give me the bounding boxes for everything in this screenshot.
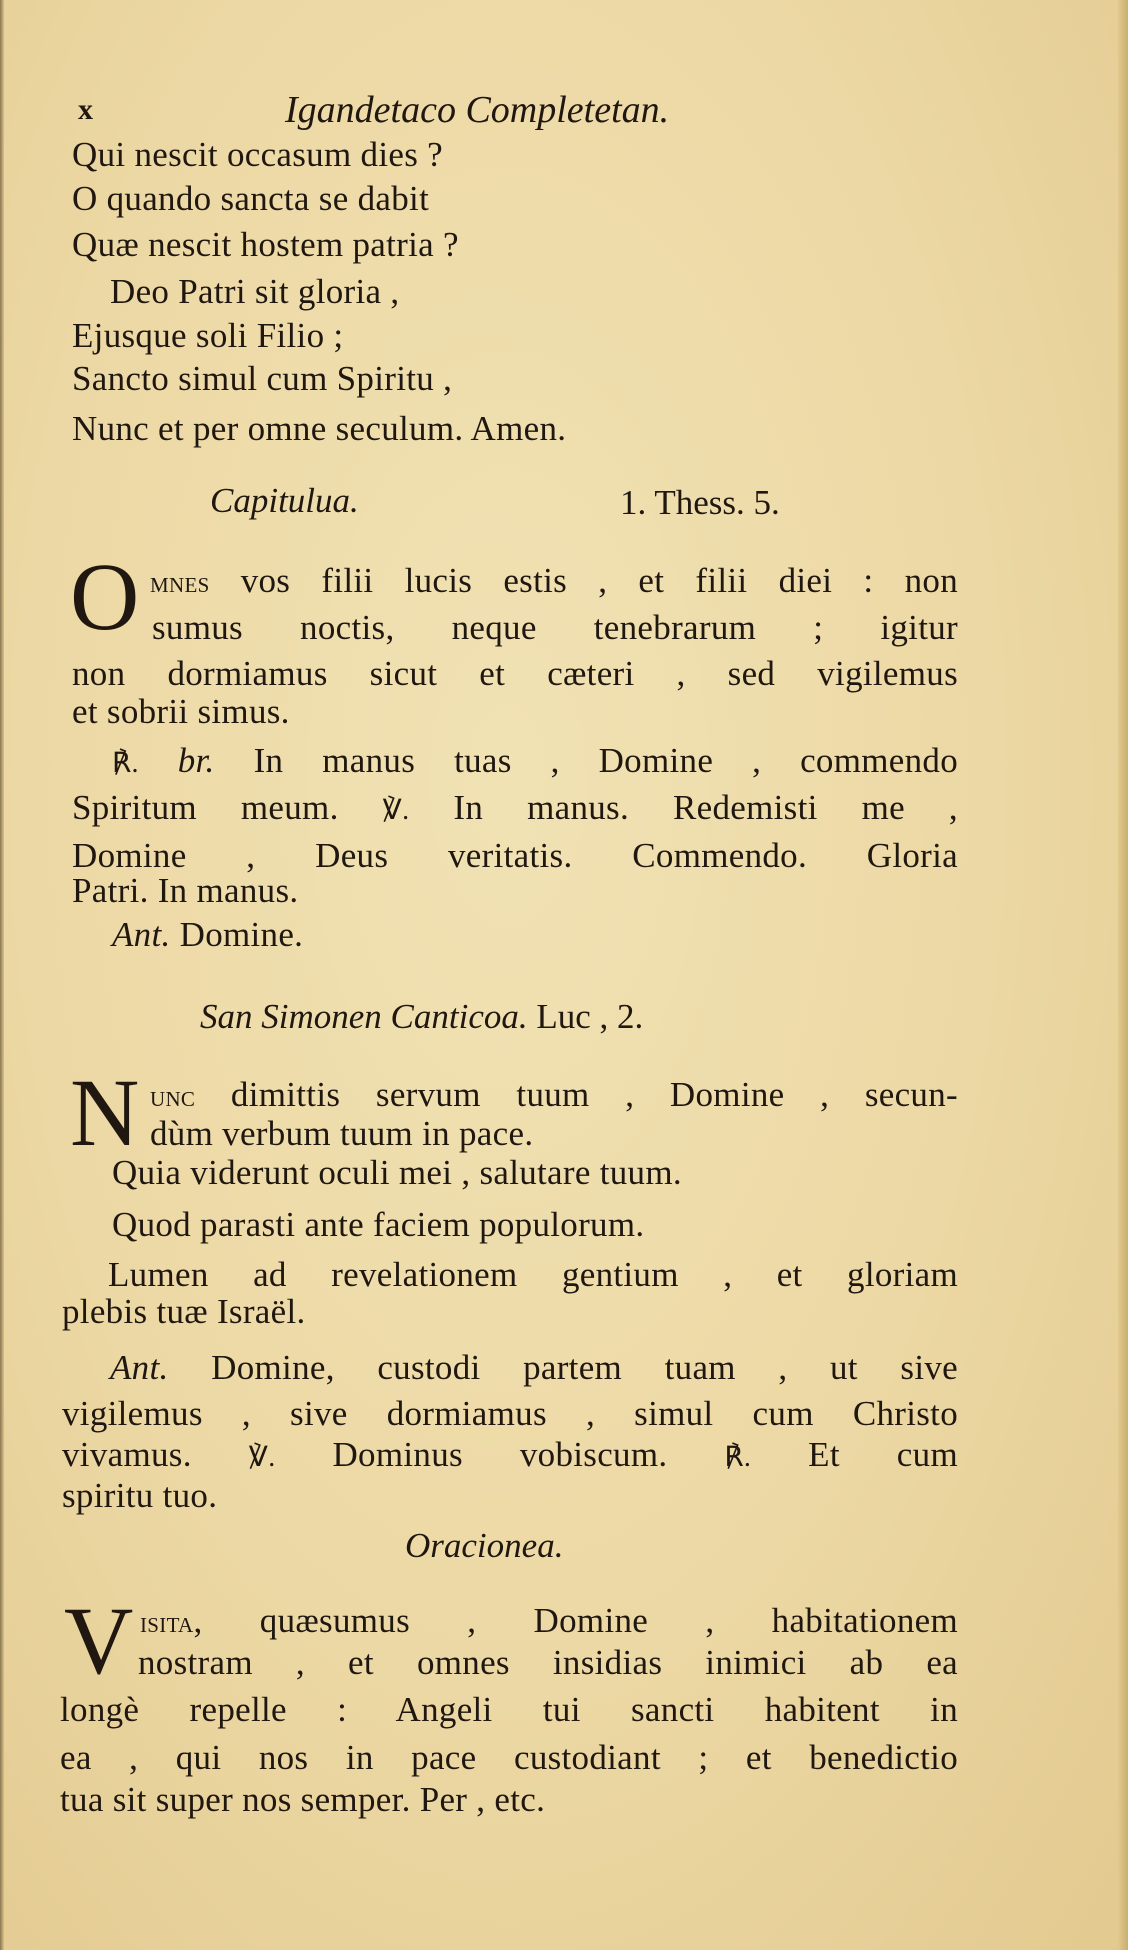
text-line: plebis tuæ Israël. — [62, 1292, 306, 1331]
capitulum-reference: 1. Thess. 5. — [620, 483, 780, 522]
text-line — [110, 1346, 958, 1390]
hymn-line: Qui nescit occasum dies ? — [72, 135, 444, 174]
ant-label: Ant. — [110, 1348, 169, 1387]
response-symbol: ℟. — [724, 1442, 752, 1473]
text-line: Quod parasti ante faciem populorum. — [112, 1205, 645, 1244]
text-line: spiritu tuo. — [62, 1476, 218, 1515]
running-title: Igandetaco Completetan. — [285, 89, 670, 131]
line-text: , quæsumus , Domine , habitationem — [193, 1601, 958, 1640]
smallcaps-start: unc — [150, 1080, 196, 1113]
text-line — [112, 739, 958, 786]
text-line — [62, 1433, 958, 1480]
drop-cap: V — [64, 1587, 134, 1694]
canticle-title: San Simonen Canticoa. — [200, 997, 528, 1036]
text-line: ea , qui nos in pace custodiant ; et benedictio — [60, 1738, 958, 1777]
drop-cap: O — [70, 543, 140, 650]
hymn-line: Nunc et per omne seculum. Amen. — [72, 409, 567, 448]
smallcaps-start: mnes — [150, 566, 210, 599]
capitulum-title: Capitulua. — [210, 481, 359, 520]
versicle-symbol: ℣. — [248, 1442, 276, 1473]
versicle-symbol: ℣. — [382, 795, 410, 826]
line-text: Spiritum meum. — [72, 788, 339, 827]
hymn-line: Quæ nescit hostem patria ? — [72, 225, 459, 264]
line-text: Et cum — [808, 1435, 958, 1474]
line-text: Domine. — [179, 915, 304, 954]
page-edge-right — [1118, 0, 1128, 1950]
text-line: longè repelle : Angeli tui sancti habitent in — [60, 1690, 958, 1729]
line-text: vivamus. — [62, 1435, 192, 1474]
line-text: In manus tuas , Domine , commendo — [253, 741, 959, 780]
line-text: vos filii lucis estis , et filii diei : non — [240, 561, 958, 600]
line-text: In manus. Redemisti me , — [453, 788, 958, 827]
smallcaps-start: isita — [140, 1606, 194, 1639]
text-line: Lumen ad revelationem gentium , et gloriam — [108, 1255, 958, 1294]
text-line — [72, 786, 958, 833]
text-line: sumus noctis, neque tenebrarum ; igitur — [152, 608, 958, 647]
canticle-heading — [200, 995, 643, 1039]
antiphon — [112, 913, 958, 957]
drop-cap: N — [70, 1059, 140, 1166]
text-line — [140, 1599, 958, 1645]
text-line: Domine , Deus veritatis. Commendo. Gloria — [72, 836, 958, 875]
text-line: et sobrii simus. — [72, 692, 290, 731]
text-line — [150, 559, 958, 605]
text-line: nostram , et omnes insidias inimici ab ea — [138, 1643, 958, 1682]
text-line: Patri. In manus. — [72, 871, 299, 910]
hymn-line: Deo Patri sit gloria , — [110, 272, 400, 311]
ant-label: Ant. — [112, 915, 171, 954]
text-line: tua sit super nos semper. Per , etc. — [60, 1780, 546, 1819]
prayer-title: Oracionea. — [405, 1526, 564, 1565]
line-text: Dominus vobiscum. — [332, 1435, 668, 1474]
hymn-line: O quando sancta se dabit — [72, 179, 430, 218]
page-edge-left — [0, 0, 4, 1950]
canticle-reference: Luc , 2. — [536, 997, 644, 1036]
line-text: Domine, custodi partem tuam , ut sive — [211, 1348, 958, 1387]
page-number: x — [78, 93, 93, 126]
text-line: dùm verbum tuum in pace. — [150, 1114, 534, 1153]
text-line: Quia viderunt oculi mei , salutare tuum. — [112, 1153, 682, 1192]
hymn-line: Ejusque soli Filio ; — [72, 316, 344, 355]
text-line: vigilemus , sive dormiamus , simul cum Christo — [62, 1394, 958, 1433]
hymn-line: Sancto simul cum Spiritu , — [72, 359, 453, 398]
br-label: br. — [177, 741, 215, 780]
text-line: non dormiamus sicut et cæteri , sed vigilemus — [72, 654, 958, 693]
line-text: dimittis servum tuum , Domine , secun- — [230, 1075, 958, 1114]
response-symbol: ℟. — [112, 748, 139, 779]
